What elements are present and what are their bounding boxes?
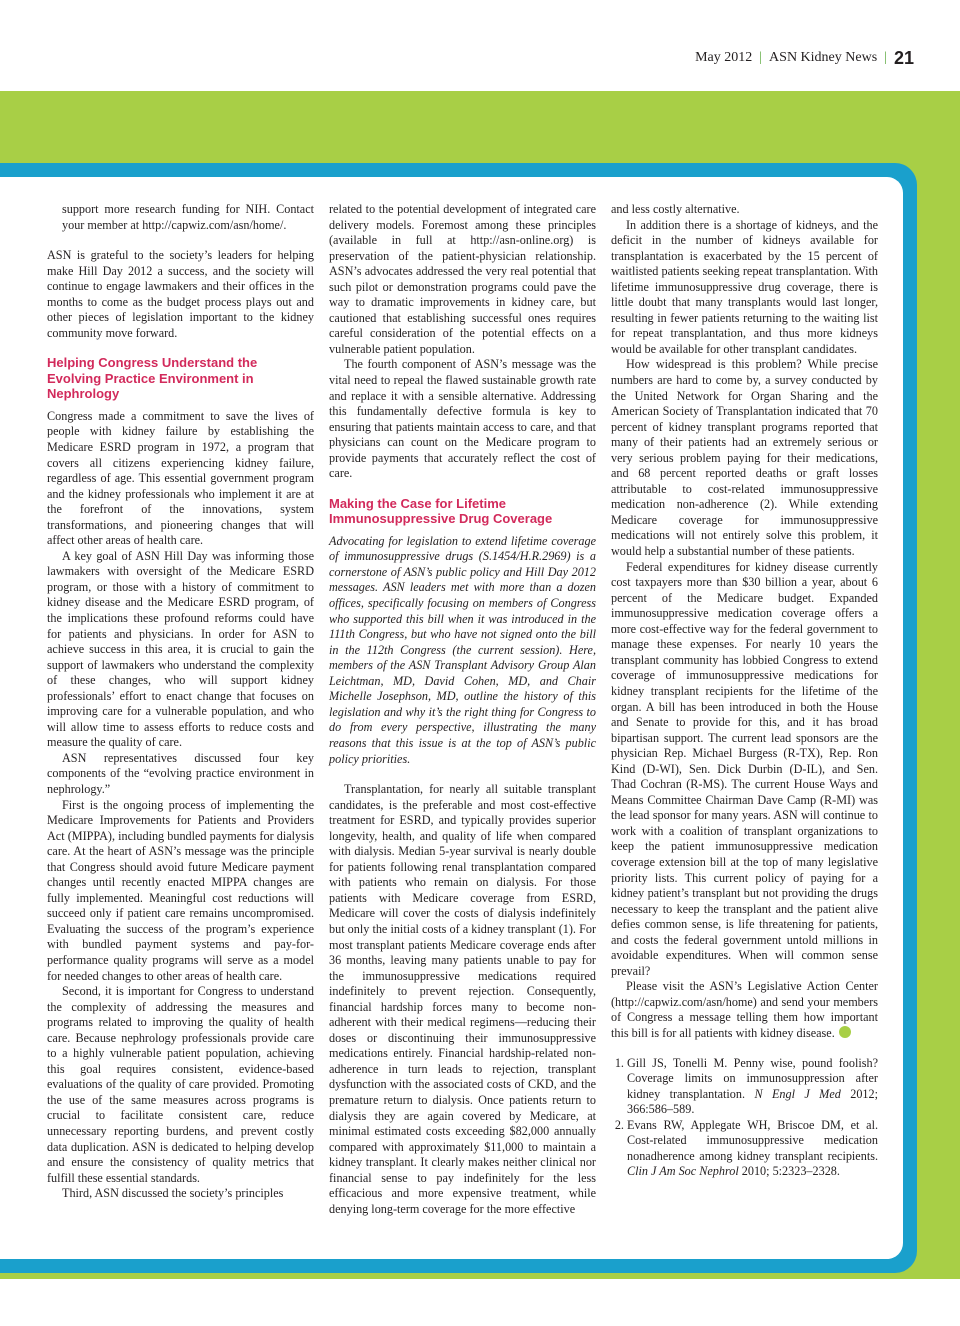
closing-text: Please visit the ASN’s Legislative Action Center (http://capwiz.com/asn/home) and send your members of Congress a message telling them how important this bill is for all patients with kidney disease.	[611, 979, 878, 1040]
paragraph: Second, it is important for Congress to understand the complexity of addressing the measures and programs related to improving the quality of health care. Because nephrology professionals provide care to a highly vulnerable patient population, achieving this goal requires consistent, evidence-based evaluations of the quality of care provided. Promoting the use of the same measures across programs is crucial to facilitate consistent care, reduce unnecessary reporting burdens, and prevent costly data duplication. ASN is dedicated to helping develop and ensure the consistency of quality metrics that fulfill these essential standards.	[47, 984, 314, 1185]
header-separator: |	[759, 50, 763, 65]
paragraph: Federal expenditures for kidney disease currently cost taxpayers more than $30 billion a year, about 6 percent of the Medicare budget. Expanded immunosuppressive medication coverage offers a more cost-effective way for the federal government to manage these expenses. For nearly 10 years the transplant community has lobbied Congress to extend coverage of immunosuppressive medications for kidney transplant recipients for the lifetime of the organ. A bill has been introduced in both the House and Senate to provide for this, and it has broad bipartisan support. The current lead sponsors are the physician Rep. Michael Burgess (R-TX), Rep. Ron Kind (D-WI), Sen. Dick Durbin (D-IL), and Sen. Thad Cochran (R-MS). The current House Ways and Means Committee Chairman Dave Camp (R-MI) was the lead sponsor for many years. ASN will continue to work with a coalition of transplant organizations to keep the patient immunosuppressive medication coverage extension bill at the top of many legislative priority lists. This current policy of paying for a kidney patient’s transplant but not providing the drugs necessary to keep the transplant and the patient alive defies common sense, is life threatening for patients, and costs the federal government untold millions in avoidable expenditures. When will common sense prevail?	[611, 559, 878, 978]
section-heading: Making the Case for Lifetime Immunosuppressive Drug Coverage	[329, 495, 553, 527]
paragraph: and less costly alternative.	[611, 202, 740, 216]
paragraph: related to the potential development of integrated care delivery models. Foremost among these principles (available in full at http://asn-online.org) is preservation of the patient-physician relationship. ASN’s advocates addressed the very real potential that such pilot or demonstration programs could pave the way to dramatic improvements in kidney care, but cautioned that establishing successful ones requires careful consideration of the potential effects on a vulnerable patient population.	[329, 202, 596, 356]
paragraph	[611, 979, 878, 1041]
paragraph: In addition there is a shortage of kidneys, and the deficit in the number of kidneys available for transplantation is exacerbated by the 15 percent of waitlisted patients seeking repeat transplantation. With lifetime immunosuppressive drug coverage, there is little doubt that many transplants would last longer, resulting in fewer patients returning to the waiting list for repeat transplantation, and thus more kidneys would be available for other transplant candidates.	[611, 217, 878, 356]
paragraph: First is the ongoing process of implementing the Medicare Improvements for Patients and Providers Act (MIPPA), including bundled payments for dialysis care. At the heart of ASN’s message was the principle that Congress should avoid future Medicare payment changes until recently enacted MIPPA changes are fully implemented. Meaningful cost reductions will succeed only if patient care remains uncompromised. Evaluating the success of the program’s experience with bundled payment systems and pay-for-performance quality programs will serve as a model for needed changes to other areas of health care.	[47, 797, 314, 983]
header-separator: |	[884, 50, 887, 65]
publication-name: ASN Kidney News	[769, 50, 878, 65]
reference-item: 1. Gill JS, Tonelli M. Penny wise, pound foolish? Coverage limits on immunosuppression after kidney transplantation. N Engl J Med 2012; 366:586–589.	[627, 1056, 878, 1118]
paragraph: ASN representatives discussed four key components of the “evolving practice environment in nephrology.”	[47, 750, 314, 796]
running-header	[695, 46, 914, 70]
issue-date: May 2012	[695, 50, 753, 65]
article-column-1	[47, 202, 314, 1202]
paragraph: A key goal of ASN Hill Day was informing those lawmakers with oversight of the Medicare ESRD program, or those with a history of commitment to kidney disease and the Medicare ESRD program, of the implications these profound reforms could have for patients and physicians. In order for ASN to achieve success in this area, it is crucial to gain the support of lawmakers who understand the complexity of these changes, who will support kidney professionals’ effort to enact change that focuses on improving care for a vulnerable population, and who will allow time to assess efforts to reduce costs and measure the quality of care.	[47, 548, 314, 750]
paragraph: Third, ASN discussed the society’s principles	[62, 1186, 284, 1201]
paragraph: Congress made a commitment to save the lives of people with kidney failure by establishing the Medicare ESRD program in 1972, a program that covers all citizens experiencing kidney failure, regardless of age. This essential government program and the kidney professionals who implement it are at the forefront of the innovations, system transformations, and pioneering changes that will affect other areas of health care.	[47, 408, 314, 548]
intro-paragraph: Advocating for legislation to extend lifetime coverage of immunosuppressive drugs (S.1454/H.R.2969) is a cornerstone of ASN’s public policy and Hill Day 2012 messages. ASN leaders met with more than a dozen offices, specifically focusing on members of Congress who supported this bill when it was introduced in the 111th Congress, but who have not signed onto the bill in the 112th Congress (the current session). Here, members of the ASN Transplant Advisory Group Alan Leichtman, MD, David Cohen, MD, and Chair Michelle Josephson, MD, outline the history of this legislation and why it’s the right thing for Congress to do from every perspective, illustrating the many reasons that this issue is at the top of ASN’s public policy priorities.	[329, 533, 596, 766]
reference-item: 2. Evans RW, Applegate WH, Briscoe DM, et al. Cost-related immunosuppressive medication nonadherence among kidney transplant recipients. Clin J Am Soc Nephrol 2010; 5:2323–2328.	[627, 1118, 878, 1180]
article-column-2	[329, 202, 596, 1217]
article-column-3	[611, 202, 878, 1180]
paragraph: support more research funding for NIH. Contact your member at http://capwiz.com/asn/home/.	[62, 202, 314, 232]
paragraph: Transplantation, for nearly all suitable transplant candidates, is the preferable and most cost-effective treatment for ESRD, and typically provides superior longevity, health, and quality of life when compared with dialysis. Median 5-year survival is nearly double for patients following renal transplantation compared with patients who remain on dialysis. For those patients with Medicare coverage from ESRD, Medicare will cover the costs of dialysis indefinitely but only the initial costs of a kidney transplant (1). For most transplant patients Medicare coverage ends after 36 months, leaving many patients unable to pay for the immunosuppressive medications required indefinitely to prevent rejection. Consequently, financial hardship forces many to become non-adherent with their medical regimens—reducing their doses or discontinuing their immunosuppressive medications entirely. Financial hardship-related non-adherence in turn leads to rejection, transplant dysfunction with the associated costs of CKD, and the premature return to dialysis. Once patients return to dialysis they are again covered by Medicare, at minimal estimated costs exceeding $82,000 annually compared with approximately $11,000 to maintain a kidney transplant. It clearly makes neither clinical nor financial sense to pay indefinitely for the less efficacious and more expensive treatment, while denying long-term coverage for the more effective	[329, 782, 596, 1216]
paragraph: The fourth component of ASN’s message was the vital need to repeal the flawed sustainable growth rate and replace it with a sensible alternative. Addressing this fundamentally defective formula is key to ensuring that patients maintain access to care, and that physicians can count on the Medicare program to provide payments that accurately reflect the cost of care.	[329, 357, 596, 481]
paragraph: How widespread is this problem? While precise numbers are hard to come by, a survey conducted by the United Network for Organ Sharing and the American Society of Transplantation indicated that 70 percent of kidney transplant programs reported that many of their patients had an extremely serious or very serious problem paying for their medications, and 68 percent reported deaths or graft losses attributable to cost-related immunosuppressive medication non-adherence (2). While extending Medicare coverage for immunosuppressive medications will not entirely solve this problem, it would help a substantial number of these patients.	[611, 357, 878, 559]
page-number: 21	[893, 47, 914, 68]
reference-list	[611, 1056, 878, 1180]
paragraph: ASN is grateful to the society’s leaders for helping make Hill Day 2012 a success, and the society will continue to engage lawmakers and their offices in the months to come as the budget process plays out and other pieces of legislation important to the kidney community move forward.	[47, 248, 314, 340]
section-heading: Helping Congress Understand the Evolving Practice Environment in Nephrology	[47, 355, 258, 402]
end-mark-icon	[839, 1026, 851, 1038]
